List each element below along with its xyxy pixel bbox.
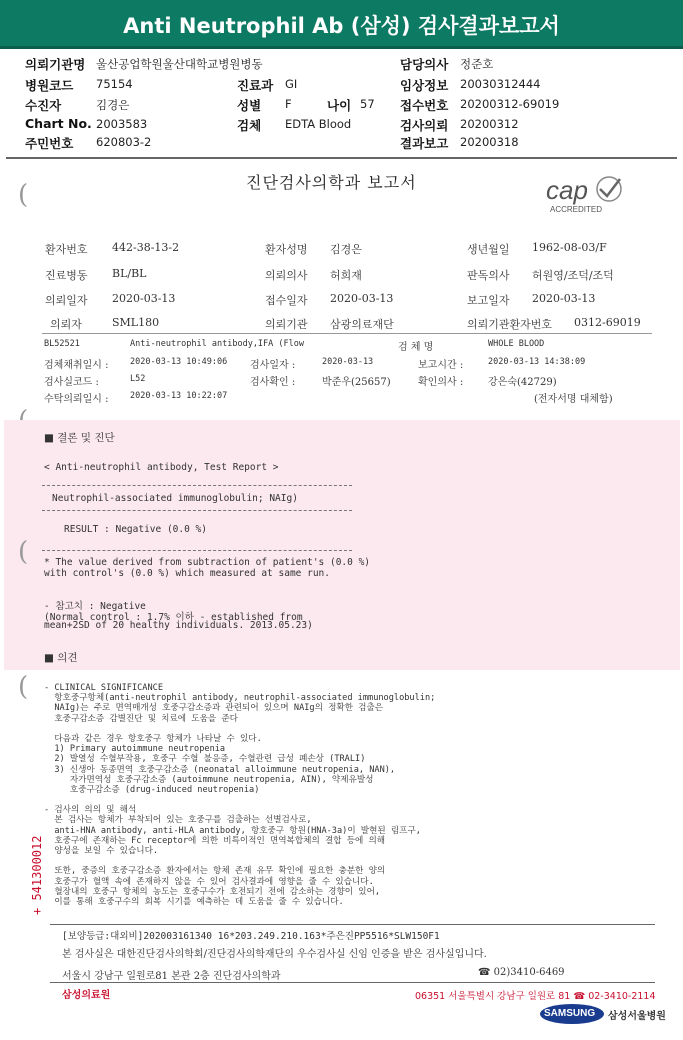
header-divider [6, 157, 677, 159]
patient-name-label: 환자성명 [265, 243, 308, 256]
opinion-line: 또한, 중증의 호중구감소증 환자에서는 항체 존재 유무 확인에 필요한 충분한 양의 [44, 866, 386, 877]
dob-label: 생년월일 [467, 243, 510, 256]
punch-hole-icon: ( [18, 180, 29, 210]
test-report-heading: < Anti-neutrophil antibody, Test Report > [44, 462, 279, 473]
ref-doctor-label: 의뢰의사 [265, 269, 308, 282]
samsung-logo-text: SAMSUNG [544, 1008, 596, 1019]
assoc-heading: Neutrophil-associated immunoglobulin; NAIg) [52, 493, 298, 504]
opinion-line [44, 795, 435, 805]
report-time-label: 보고시간 : [418, 360, 464, 371]
ward-value: BL/BL [112, 267, 147, 280]
patient-id-value: 442-38-13-2 [112, 241, 180, 254]
report-day-value: 2020-03-13 [532, 292, 596, 305]
reader-label: 판독의사 [467, 269, 510, 282]
footer-security-line: [보양등급:대외비]202003161340 16*203.249.210.163*주은진PP5516*SLW150F1 [62, 931, 440, 942]
cap-accredited-logo [540, 175, 630, 215]
footer-divider [50, 924, 655, 925]
dash-line [42, 550, 352, 551]
opinion-line: 3) 신생아 동종면역 호중구감소증 (neonatal alloimmune neutropenia, NAN), [44, 764, 396, 775]
patient-name-value: 김경은 [330, 243, 362, 256]
punch-hole-icon: ( [18, 537, 29, 567]
opinion-line: 다음과 같은 경우 항호중구 항체가 나타날 수 있다. [44, 733, 262, 744]
room-code-label: 검사실코드 : [44, 377, 99, 388]
opinion-line: 호중구감소증 (drug-induced neutropenia) [44, 784, 260, 795]
collect-label: 검체채취일시 : [44, 360, 109, 371]
opinion-line: anti-HNA antibody, anti-HLA antibody, 항호중구 항원(HNA-3a)이 발현된 림프구, [44, 825, 421, 836]
bottom-address: 06351 서울특별시 강남구 일원로 81 ☎ 02-3410-2114 [415, 991, 656, 1002]
note-line-1: * The value derived from subtraction of patient's (0.0 %) [44, 557, 371, 568]
dob-value: 1962-08-03/F [532, 241, 607, 254]
opinion-line: - 검사의 의의 및 해석 [44, 805, 137, 816]
request-date-label: 의뢰일자 [45, 294, 88, 307]
cap-accredited-text: ACCREDITED [550, 205, 603, 214]
reference-line-1: - 참고치 : Negative [44, 601, 146, 612]
ref-institution-value: 삼광의료재단 [330, 318, 394, 331]
section-conclusion: ■ 결론 및 진단 [44, 432, 115, 444]
receive-date-label: 접수일자 [265, 294, 308, 307]
consign-value: 2020-03-13 10:22:07 [130, 391, 228, 401]
report-day-label: 보고일자 [467, 294, 510, 307]
ref-institution-label: 의뢰기관 [265, 318, 308, 331]
opinion-line: 1) Primary autoimmune neutropenia [44, 744, 226, 755]
receipt-value: 20200312-69019 [460, 97, 560, 111]
specimen-name-value: WHOLE BLOOD [488, 339, 545, 349]
opinion-line: 자가면역성 호중구감소증 (autoimmune neutropenia, AIN), 약제유발성 [44, 774, 374, 785]
opinion-line [44, 724, 435, 734]
opinion-line: 항호중구항체(anti-neutrophil antibody, neutrophil-associated immunoglobulin; [44, 693, 436, 704]
title-banner [0, 0, 683, 49]
specimen-value: EDTA Blood [285, 117, 352, 131]
opinion-line: 본 검사는 항체가 부착되어 있는 호중구를 검출하는 선별검사로, [44, 815, 312, 826]
punch-hole-icon: ( [18, 672, 29, 702]
dash-line [42, 485, 352, 486]
request-value: 20200312 [460, 117, 519, 131]
patient-label: 수진자 [25, 98, 62, 113]
receipt-label: 접수번호 [400, 98, 449, 113]
opinion-line: 호중구가 혈액 속에 존재하지 않을 수 있어 검사결과에 영향을 줄 수 있습니다. [44, 876, 374, 887]
resident-value: 620803-2 [96, 135, 152, 149]
opinion-line: 양성을 보일 수 있습니다. [44, 846, 159, 856]
dept-label: 진료과 [237, 78, 274, 93]
clinical-info-label: 임상정보 [400, 78, 449, 93]
doctor-label: 담당의사 [400, 57, 449, 72]
confirm-label: 검사확인 : [250, 377, 296, 388]
clinical-info-value: 20030312444 [460, 77, 541, 91]
meta-divider [42, 333, 652, 334]
footer-phone: ☎ 02)3410-6469 [478, 967, 565, 978]
opinion-line: 호중구에 존재하는 Fc receptor에 의한 비특이적인 면역복합체의 결합 등에 의해 [44, 835, 386, 846]
ref-patient-id-label: 의뢰기관환자번호 [467, 318, 553, 331]
reference-line-2: (Normal control : 1.7% 이하 - established from [44, 612, 303, 623]
request-date-value: 2020-03-13 [112, 292, 176, 305]
report-date-value: 20200318 [460, 135, 519, 149]
requester-label: 의뢰자 [50, 318, 82, 331]
opinion-line: 혈장내의 호중구 항체의 농도는 호중구수가 호전되기 전에 감소하는 경향이 있어, [44, 886, 381, 897]
test-name: Anti-neutrophil antibody,IFA (Flow [130, 339, 304, 349]
cap-logo-text: cap [546, 175, 588, 205]
doctor-value: 정준호 [460, 57, 494, 71]
hospital-name: 삼성서울병원 [608, 1011, 666, 1022]
age-label: 나이 [327, 98, 352, 113]
test-date-value: 2020-03-13 [322, 357, 374, 367]
note-line-2: with control's (0.0 %) which measured at same run. [44, 568, 330, 579]
footer-address: 서울시 강남구 일원로81 본관 2층 진단검사의학과 [62, 971, 281, 982]
sex-label: 성별 [237, 98, 262, 113]
chart-label: Chart No. [25, 116, 92, 131]
cap-check-icon [592, 175, 626, 203]
section-opinion: ■ 의견 [44, 652, 78, 664]
specimen-name-label: 검 체 명 [398, 342, 434, 353]
result-text: RESULT : Negative (0.0 %) [64, 524, 207, 535]
opinion-text [44, 683, 435, 907]
ward-label: 진료병동 [45, 269, 88, 282]
test-date-label: 검사일자 : [250, 360, 296, 371]
report-title: 진단검사의학과 보고서 [246, 173, 417, 192]
ref-patient-id-value: 0312-69019 [574, 316, 641, 329]
request-label: 검사의뢰 [400, 118, 449, 133]
hospital-code-label: 병원코드 [25, 78, 74, 93]
esign-note: (전자서명 대체함) [534, 394, 613, 405]
opinion-line: 이를 통해 호중구수의 회복 시기를 예측하는 데 도움을 줄 수 있습니다. [44, 896, 344, 907]
opinion-line: NAIg)는 주로 면역매개성 호중구감소증과 관련되어 있으며 NAIg의 정확한 검출은 [44, 703, 384, 714]
chart-value: 2003583 [96, 117, 148, 131]
opinion-line: 2) 발열성 수혈부작용, 호중구 수혈 불응증, 수혈관련 급성 폐손상 (TRALI) [44, 754, 366, 765]
patient-value: 김경은 [96, 98, 130, 112]
footer-divider-bottom [50, 982, 655, 983]
institution-label: 의뢰기관명 [25, 57, 86, 72]
requester-value: SML180 [112, 316, 160, 329]
confirm-value: 박준우(25657) [322, 377, 391, 388]
opinion-line: - CLINICAL SIGNIFICANCE [44, 683, 163, 693]
reference-line-3: mean+2SD of 20 healthy individuals. 2013.05.23) [44, 620, 313, 631]
sex-value: F [285, 97, 292, 111]
resident-label: 주민번호 [25, 136, 74, 151]
age-value: 57 [360, 97, 375, 111]
samsung-logo [540, 1004, 604, 1024]
institution-value: 울산공업학원울산대학교병원병동 [96, 57, 263, 71]
pink-band [4, 420, 680, 670]
report-time-value: 2020-03-13 14:38:09 [488, 357, 586, 367]
opinion-line: 호중구감소증 감별진단 및 치료에 도움을 준다 [44, 713, 238, 724]
consign-label: 수탁의뢰일시 : [44, 394, 109, 405]
receive-date-value: 2020-03-13 [330, 292, 394, 305]
ref-doctor-value: 허희재 [330, 269, 362, 282]
specimen-label: 검체 [237, 118, 262, 133]
banner-title: Anti Neutrophil Ab (삼성) 검사결과보고서 [123, 14, 560, 38]
approver-value: 강은숙(42729) [488, 377, 557, 388]
reader-value: 허원영/조덕/조덕 [532, 269, 614, 282]
hospital-code-value: 75154 [96, 77, 133, 91]
opinion-line [44, 856, 435, 866]
approver-label: 확인의사 : [418, 377, 464, 388]
room-code-value: L52 [130, 374, 146, 384]
samsung-medical-center-label: 삼성의료원 [62, 990, 111, 1001]
test-code: BL52521 [44, 339, 80, 349]
footer-accreditation: 본 검사실은 대한진단검사의학회/진단검사의학재단의 우수검사실 신임 인증을 받은 검사실입니다. [62, 949, 487, 960]
dept-value: GI [285, 77, 298, 91]
dash-line [42, 510, 352, 511]
collect-value: 2020-03-13 10:49:06 [130, 357, 228, 367]
patient-id-label: 환자번호 [45, 243, 88, 256]
side-serial-number: + 541300012 [30, 835, 44, 915]
report-date-label: 결과보고 [400, 136, 449, 151]
